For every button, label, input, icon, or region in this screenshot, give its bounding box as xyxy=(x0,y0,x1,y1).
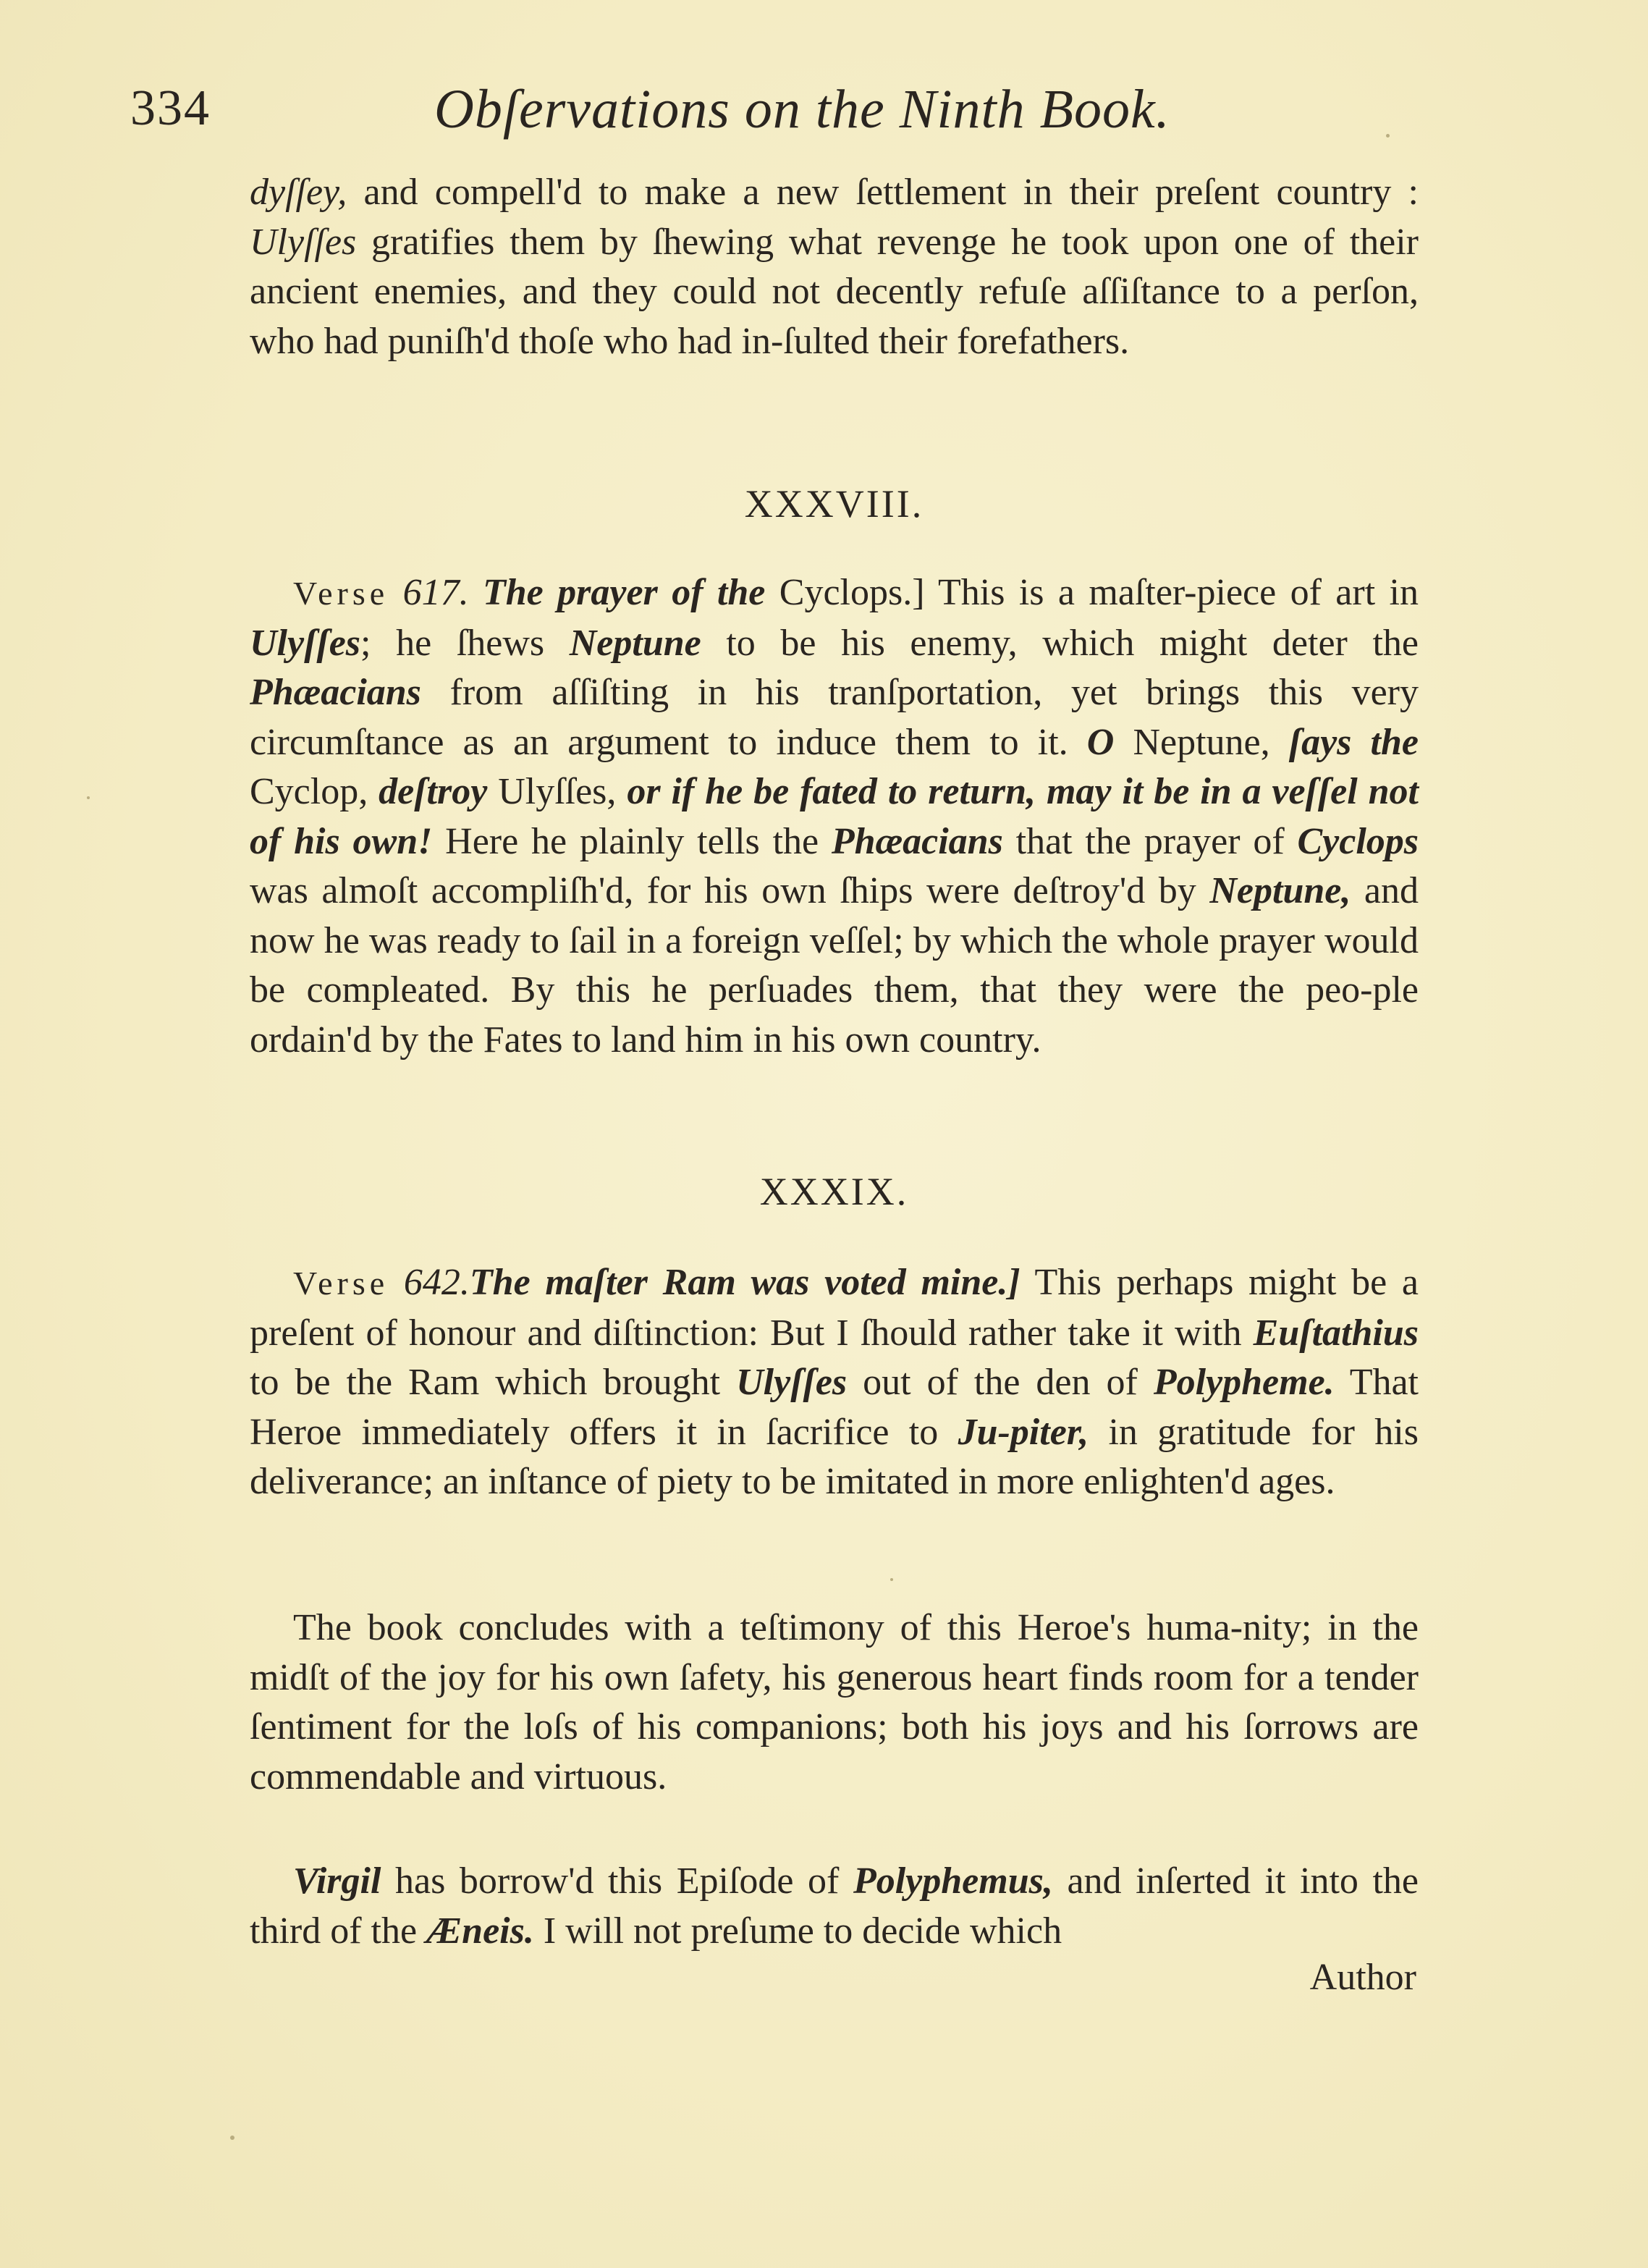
text-run: in gratitude for his deliverance; an inſtance of piety to be imitated in more enlighten'd ages. xyxy=(250,1411,1419,1502)
text-italic: Polypheme. xyxy=(1153,1362,1335,1403)
text-italic: ſays the xyxy=(1288,721,1419,763)
paragraph-conclusion xyxy=(250,1603,1419,1802)
text-italic: Æneis. xyxy=(426,1910,534,1952)
text-run: ; he ſhews xyxy=(360,622,570,664)
text-run: out of the den of xyxy=(847,1362,1154,1403)
text-italic: Neptune xyxy=(569,622,701,664)
lemma: The prayer of the xyxy=(468,572,766,613)
text-italic: dyſſey, xyxy=(250,172,347,213)
paper-speck xyxy=(230,2136,234,2140)
text-italic: Ulyſſes xyxy=(250,221,357,263)
text-run: was almoſt accompliſh'd, for his own ſhips were deſtroy'd by xyxy=(250,870,1210,911)
text-italic: Phæacians xyxy=(250,672,421,713)
page-header xyxy=(130,72,1433,152)
text-italic: Cyclops xyxy=(1297,820,1419,862)
lemma: The maſter Ram was voted mine.] xyxy=(469,1262,1021,1303)
text-run: Cyclop, xyxy=(250,771,379,812)
text-run: and compell'd to make a new ſettlement in their preſent country : xyxy=(347,172,1419,213)
text-italic: Polyphemus, xyxy=(853,1860,1053,1902)
text-run: to be the Ram which brought xyxy=(250,1362,737,1403)
text-italic: deſtroy xyxy=(379,771,488,812)
paper-speck xyxy=(890,1578,893,1581)
text-italic: Ulyſſes xyxy=(250,622,361,664)
section-heading-38: XXXVIII. xyxy=(744,482,924,526)
verse-label: Verse xyxy=(293,575,389,612)
conclusion-text: The book concludes with a teſtimony of this Heroe's huma-nity; in the midſt of the joy for his own ſafety, his generous heart finds room for a tender ſentiment for the loſs of his companions; both his joys and his ſorrows are commendable and virtuous. xyxy=(250,1607,1419,1797)
text-italic: Euſtathius xyxy=(1253,1312,1419,1354)
catchword: Author xyxy=(1309,1957,1416,1998)
note-39 xyxy=(250,1258,1419,1507)
text-run: and now he was ready to ſail in a foreign veſſel; by which the whole prayer would be compleated. By this he perſuades them, that they were the peo-ple ordain'd by the Fates to land him in his own country. xyxy=(250,870,1419,1061)
note-38 xyxy=(250,568,1419,1065)
paragraph-continuation xyxy=(250,168,1419,366)
paragraph-virgil xyxy=(250,1857,1419,1956)
text-run: to be his enemy, which might deter the xyxy=(701,622,1419,664)
text-italic: Ulyſſes xyxy=(736,1362,848,1403)
text-run: This perhaps might be a preſent of honour and diſtinction: But I ſhould rather take it with xyxy=(250,1262,1419,1354)
text-italic: Ju-piter, xyxy=(958,1411,1089,1453)
text-run: gratifies them by ſhewing what revenge he took upon one of their ancient enemies, and they could not decently refuſe aſſiſtance to a perſon, who had puniſh'd thoſe who had in-ſulted their forefathers. xyxy=(250,221,1419,362)
text-run: Here he plainly tells the xyxy=(432,820,832,862)
paper-speck xyxy=(87,796,90,799)
text-italic: or if he be fated to return, may it be in a veſſel not of his own! xyxy=(250,771,1419,862)
text-run: that the prayer of xyxy=(1002,820,1298,862)
text-run: and inſerted it into the third of the xyxy=(250,1860,1419,1952)
running-head: Obſervations on the Ninth Book. xyxy=(434,79,1170,140)
text-italic: O xyxy=(1086,721,1115,763)
text-run: This is a maſter-piece of art in xyxy=(924,572,1419,613)
verse-label: Verse xyxy=(293,1265,389,1302)
verse-number: 642. xyxy=(389,1262,470,1303)
text-run: from aſſiſting in his tranſportation, yet brings this very circumſtance as an argument to induce them to it. xyxy=(250,672,1419,763)
section-heading-39: XXXIX. xyxy=(759,1170,909,1213)
text-run: Neptune, xyxy=(1114,721,1289,763)
text-run: That Heroe immediately offers it in ſacrifice to xyxy=(250,1362,1419,1453)
text-run: I will not preſume to decide which xyxy=(533,1910,1062,1952)
page-number: 334 xyxy=(130,80,211,136)
verse-number: 617. xyxy=(389,572,469,613)
text-italic: Phæacians xyxy=(831,820,1003,862)
text-italic: Virgil xyxy=(293,1860,381,1902)
text-italic: Neptune, xyxy=(1209,870,1351,911)
text-run: Ulyſſes, xyxy=(487,771,627,812)
lemma-end: Cyclops.] xyxy=(765,572,925,613)
text-run: has borrow'd this Epiſode of xyxy=(381,1860,853,1902)
